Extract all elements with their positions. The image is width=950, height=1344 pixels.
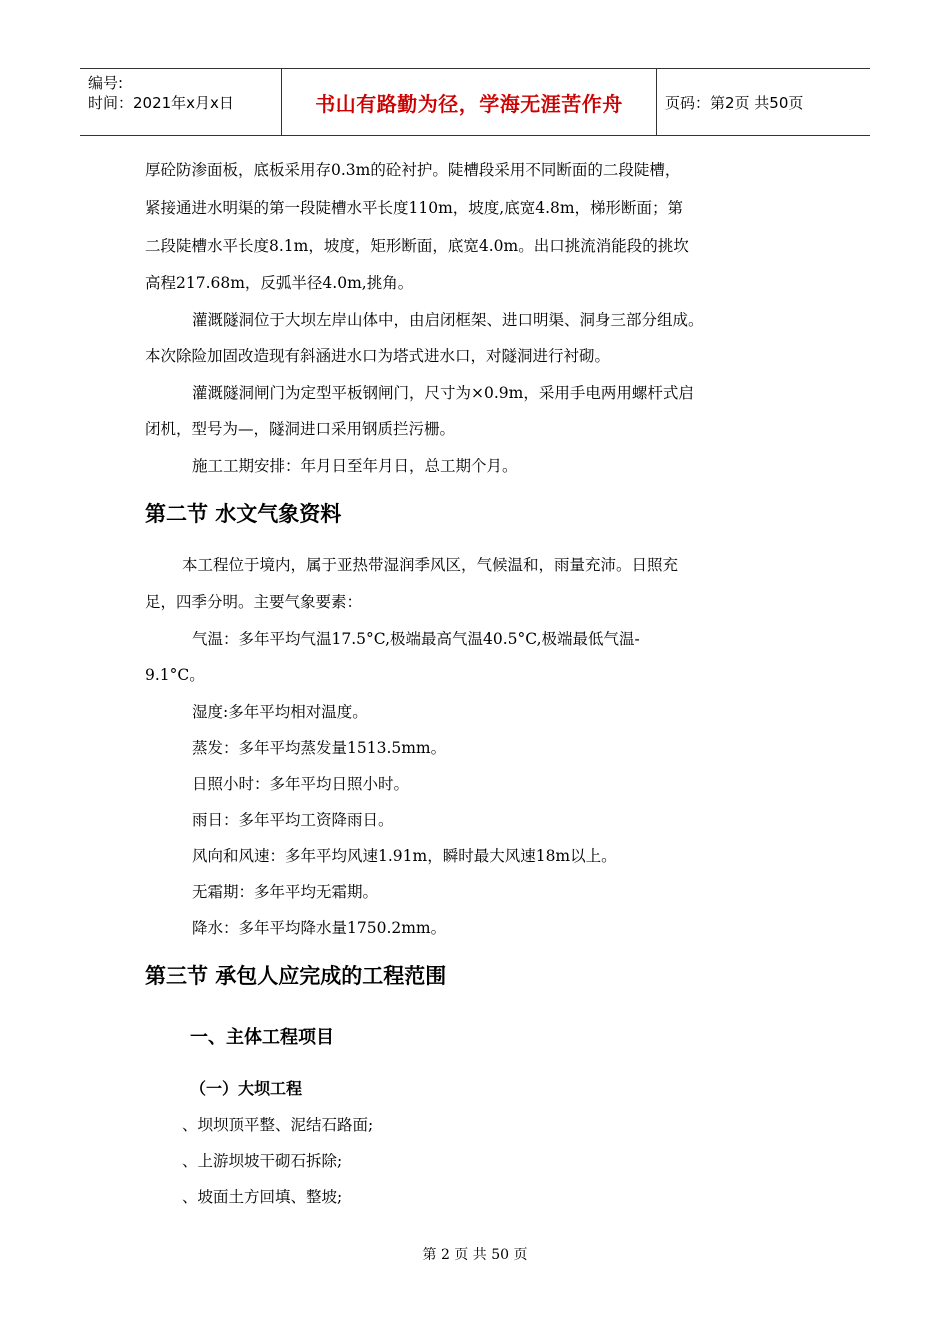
document-time-label: 时间：2021年x月x日 bbox=[88, 94, 234, 112]
paragraph-line: 闭机，型号为—，隧洞进口采用钢质拦污栅。 bbox=[145, 420, 456, 438]
header-page-info: 页码：第2页 共50页 bbox=[665, 93, 804, 112]
subsubsection-heading: （一）大坝工程 bbox=[190, 1079, 303, 1098]
paragraph-line: 气温：多年平均气温17.5°C,极端最高气温40.5°C,极端最低气温- bbox=[192, 630, 640, 648]
paragraph-line: 本工程位于境内，属于亚热带湿润季风区，气候温和，雨量充沛。日照充 bbox=[182, 556, 679, 574]
paragraph-line: 无霜期：多年平均无霜期。 bbox=[192, 883, 379, 901]
paragraph-line: 灌溉隧洞闸门为定型平板钢闸门，尺寸为×0.9m，采用手电两用螺杆式启 bbox=[192, 384, 694, 402]
paragraph-line: 9.1°C。 bbox=[145, 666, 205, 684]
paragraph-line: 本次除险加固改造现有斜涵进水口为塔式进水口，对隧洞进行衬砌。 bbox=[145, 347, 611, 365]
paragraph-line: 灌溉隧洞位于大坝左岸山体中，由启闭框架、进口明渠、洞身三部分组成。 bbox=[192, 311, 704, 329]
paragraph-line: 蒸发：多年平均蒸发量1513.5mm。 bbox=[192, 739, 447, 757]
paragraph-line: 施工工期安排：年月日至年月日，总工期个月。 bbox=[192, 457, 518, 475]
page-footer: 第 2 页 共 50 页 bbox=[422, 1247, 528, 1263]
list-item: 、坡面土方回填、整坡; bbox=[182, 1188, 343, 1206]
paragraph-line: 风向和风速：多年平均风速1.91m，瞬时最大风速18m以上。 bbox=[192, 847, 617, 865]
section-heading: 第二节 水文气象资料 bbox=[145, 502, 342, 526]
header-motto: 书山有路勤为径，学海无涯苦作舟 bbox=[282, 69, 657, 135]
paragraph-line: 高程217.68m，反弧半径4.0m,挑角。 bbox=[145, 274, 414, 292]
document-number-label: 编号: bbox=[88, 74, 124, 92]
section-heading: 第三节 承包人应完成的工程范围 bbox=[145, 964, 447, 988]
list-item: 、上游坝坡干砌石拆除; bbox=[182, 1152, 343, 1170]
paragraph-line: 足，四季分明。主要气象要素： bbox=[145, 593, 363, 611]
header-meta bbox=[80, 69, 282, 135]
paragraph-line: 湿度:多年平均相对温度。 bbox=[192, 703, 368, 721]
paragraph-line: 雨日：多年平均工资降雨日。 bbox=[192, 811, 394, 829]
paragraph-line: 二段陡槽水平长度8.1m，坡度，矩形断面，底宽4.0m。出口挑流消能段的挑坎 bbox=[145, 237, 689, 255]
subsection-heading: 一、主体工程项目 bbox=[190, 1027, 334, 1048]
paragraph-line: 紧接通进水明渠的第一段陡槽水平长度110m，坡度,底宽4.8m，梯形断面；第 bbox=[145, 199, 684, 217]
paragraph-line: 厚砼防渗面板，底板采用存0.3m的砼衬护。陡槽段采用不同断面的二段陡槽， bbox=[145, 161, 681, 179]
paragraph-line: 降水：多年平均降水量1750.2mm。 bbox=[192, 919, 447, 937]
list-item: 、坝坝顶平整、泥结石路面; bbox=[182, 1116, 374, 1134]
paragraph-line: 日照小时：多年平均日照小时。 bbox=[192, 775, 410, 793]
page-header bbox=[80, 68, 870, 136]
